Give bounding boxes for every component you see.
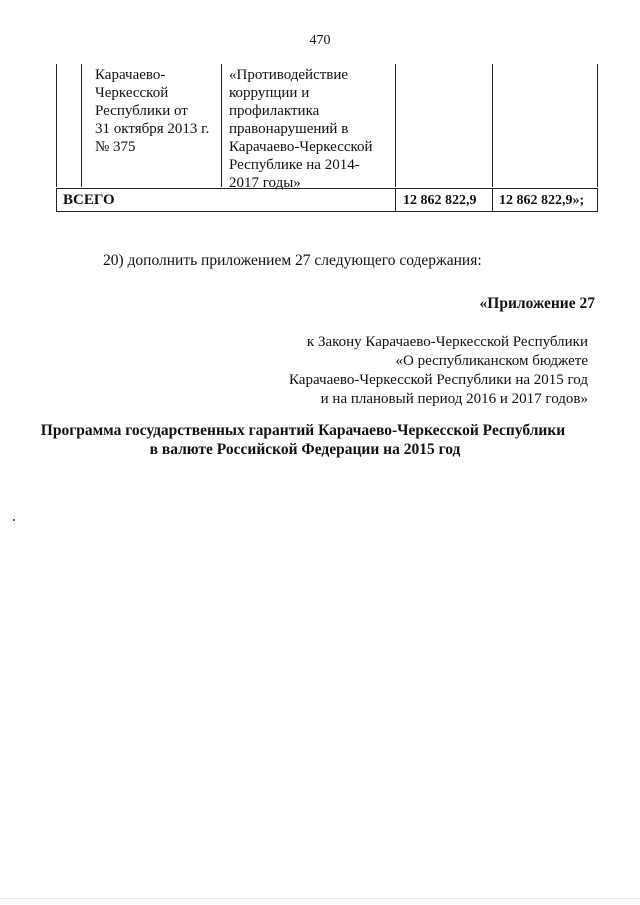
program-line: «Противодействие xyxy=(229,67,349,83)
total-value-1: 12 862 822,9 xyxy=(403,193,477,208)
scan-edge-line xyxy=(0,898,640,899)
document-line: Черкесской xyxy=(95,85,169,101)
document-cell xyxy=(95,66,209,156)
column-border xyxy=(221,64,222,187)
law-line: и на плановый период 2016 и 2017 годов» xyxy=(320,391,588,407)
document-line: № 375 xyxy=(95,139,136,155)
program-line: коррупции и xyxy=(229,85,310,101)
law-line: «О республиканском бюджете xyxy=(395,353,588,369)
table-row xyxy=(56,64,598,191)
column-border xyxy=(492,64,493,187)
column-border xyxy=(395,189,396,211)
scan-speck xyxy=(13,519,15,521)
program-cell xyxy=(229,66,373,192)
amendment-paragraph: 20) дополнить приложением 27 следующего содержания: xyxy=(103,252,482,269)
program-title-line: в валюте Российской Федерации на 2015 год xyxy=(149,441,461,458)
law-line: к Закону Карачаево-Черкесской Республики xyxy=(306,334,588,350)
column-border xyxy=(492,189,493,211)
total-label: ВСЕГО xyxy=(63,192,115,208)
program-line: правонарушений в xyxy=(229,121,349,137)
column-border xyxy=(56,64,57,187)
appendix-title: «Приложение 27 xyxy=(479,295,595,312)
total-value-2: 12 862 822,9»; xyxy=(499,193,585,208)
program-line: профилактика xyxy=(229,103,320,119)
program-line: Республике на 2014- xyxy=(229,157,360,173)
column-border xyxy=(395,64,396,187)
total-row xyxy=(56,188,598,212)
column-border xyxy=(81,64,82,187)
document-line: Карачаево- xyxy=(95,67,166,83)
document-line: Республики от xyxy=(95,103,188,119)
column-border xyxy=(597,64,598,187)
budget-table xyxy=(56,64,598,213)
law-reference xyxy=(289,333,588,409)
program-title-line: Программа государственных гарантий Карачаево-Черкесской Республики xyxy=(40,422,566,439)
law-line: Карачаево-Черкесской Республики на 2015 год xyxy=(289,372,588,388)
program-line: 2017 годы» xyxy=(229,175,301,191)
page-number: 470 xyxy=(309,33,331,48)
program-title xyxy=(0,421,640,459)
program-line: Карачаево-Черкесской xyxy=(229,139,373,155)
document-line: 31 октября 2013 г. xyxy=(95,121,210,137)
